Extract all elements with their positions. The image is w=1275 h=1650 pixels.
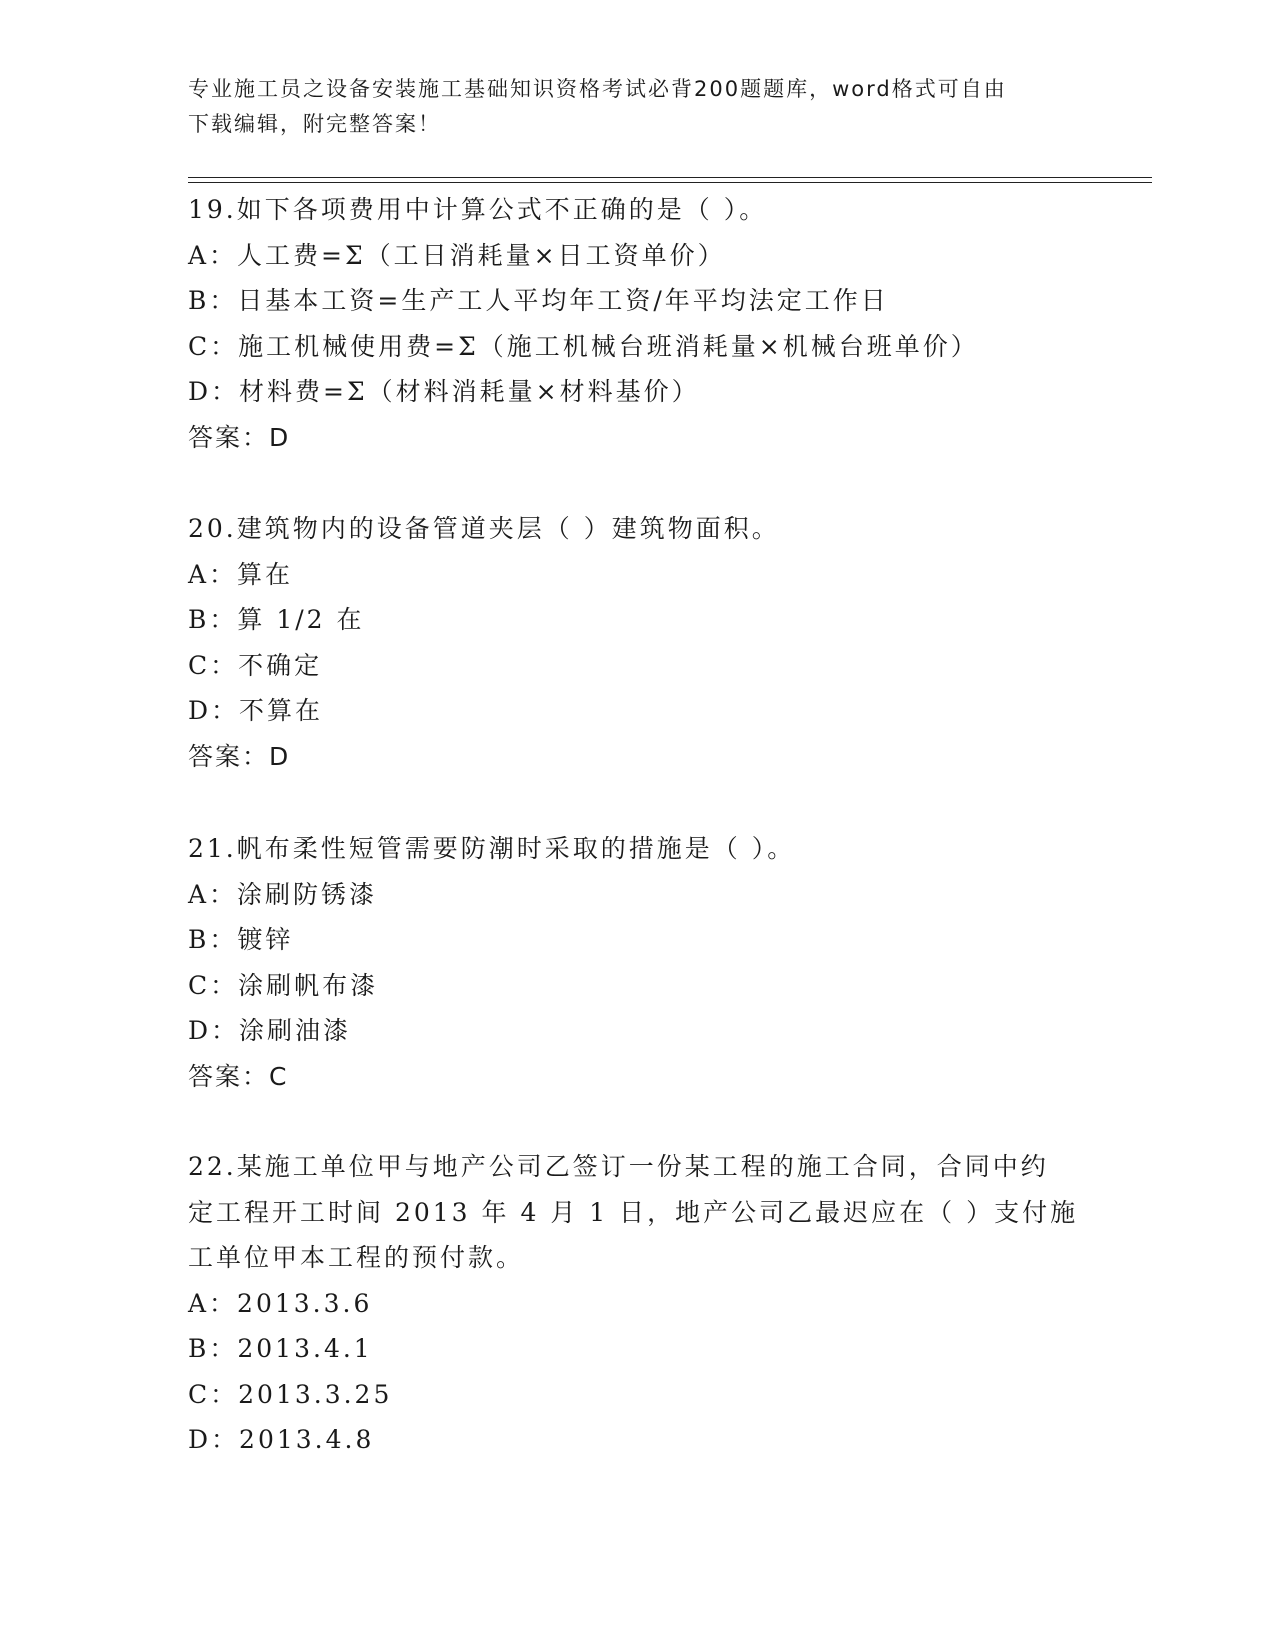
option-b: B：2013.4.1 [188, 1334, 373, 1363]
question-20 [188, 506, 1088, 779]
option-d: D：2013.4.8 [188, 1425, 375, 1454]
option-a: A：算在 [188, 559, 294, 589]
question-stem [188, 187, 1088, 233]
option-a: A：人工费=Σ（工日消耗量×日工资单价） [188, 240, 726, 270]
option-c: C：不确定 [188, 650, 323, 680]
option-c: C：涂刷帆布漆 [188, 970, 379, 1000]
question-stem [188, 826, 1088, 872]
question-19 [188, 187, 1088, 460]
question-22 [188, 1144, 1088, 1463]
question-stem-line: 21.帆布柔性短管需要防潮时采取的措施是（ ）。 [188, 834, 796, 863]
question-stem-line: 20.建筑物内的设备管道夹层（ ）建筑物面积。 [188, 514, 780, 543]
answer-key: 答案：C [188, 1061, 289, 1091]
option-d: D：涂刷油漆 [188, 1016, 352, 1045]
option-b: B：镀锌 [188, 925, 294, 954]
question-stem-line: 22.某施工单位甲与地产公司乙签订一份某工程的施工合同，合同中约 [188, 1152, 1049, 1181]
option-d: D：不算在 [188, 696, 324, 725]
header-divider-bottom [188, 182, 1152, 183]
question-stem [188, 1144, 1088, 1281]
question-21 [188, 826, 1088, 1099]
answer-key: 答案：D [188, 741, 291, 771]
option-a: A：2013.3.6 [188, 1288, 373, 1318]
answer-key: 答案：D [188, 422, 291, 452]
question-stem-line: 定工程开工时间 2013 年 4 月 1 日，地产公司乙最迟应在（ ）支付施 [188, 1197, 1079, 1227]
option-a: A：涂刷防锈漆 [188, 879, 378, 909]
question-stem-line: 工单位甲本工程的预付款。 [188, 1243, 525, 1272]
header-title-line-2: 下载编辑，附完整答案！ [188, 112, 441, 136]
option-d: D：材料费=Σ（材料消耗量×材料基价） [188, 377, 700, 406]
header-title-line-1: 专业施工员之设备安装施工基础知识资格考试必背200题题库，word格式可自由 [188, 77, 1007, 101]
question-stem-line: 19.如下各项费用中计算公式不正确的是（ ）。 [188, 195, 768, 224]
option-c: C：2013.3.25 [188, 1379, 393, 1409]
option-b: B：算 1/2 在 [188, 605, 365, 634]
option-c: C：施工机械使用费=Σ（施工机械台班消耗量×机械台班单价） [188, 331, 979, 361]
question-stem [188, 506, 1088, 552]
header-divider-top [188, 177, 1152, 178]
document-header [188, 72, 1088, 142]
option-b: B：日基本工资=生产工人平均年工资/年平均法定工作日 [188, 286, 889, 315]
